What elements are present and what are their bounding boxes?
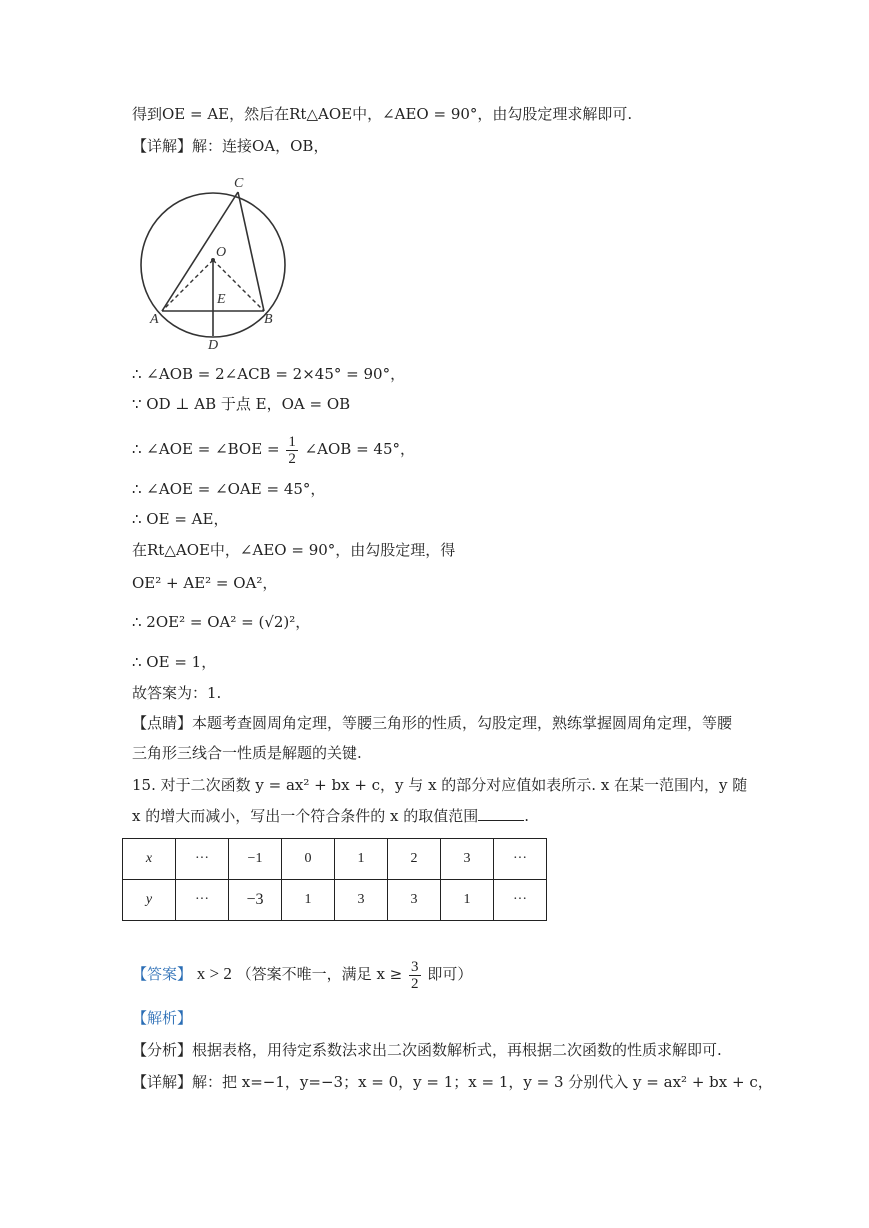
answer-blank [478,806,524,821]
table-cell: x [123,839,176,880]
table-cell: 1 [335,839,388,880]
segment-oa-dashed [162,260,213,311]
point-o [211,258,215,262]
label-a: A [150,312,159,327]
table-cell: ··· [176,839,229,880]
circle-geometry-figure [136,172,296,352]
analysis-text: 【分析】根据表格，用待定系数法求出二次函数解析式，再根据二次函数的性质求解即可. [132,1041,722,1059]
text-line-5 [132,432,415,467]
fraction-denominator: 2 [288,450,296,467]
label-d: D [208,338,219,352]
answer-line [132,956,472,992]
analysis-heading: 【解析】 [132,1009,193,1027]
text-line-8: 在Rt△AOE中，∠AEO = 90°，由勾股定理，得 [132,541,456,559]
question-15-line-2-text: x 的增大而减小，写出一个符合条件的 x 的取值范围 [132,807,479,825]
table-cell: 3 [388,880,441,921]
table-cell: ··· [494,839,547,880]
fraction-numerator: 1 [288,433,296,450]
answer-tag: 【答案】 [132,965,193,983]
text-line-7: ∴ OE = AE， [132,510,229,528]
table-cell: −1 [229,839,282,880]
fraction-one-half [286,434,298,467]
table-cell: ··· [494,880,547,921]
detail-text: 【详解】解：把 x=−1，y=−3；x = 0，y = 1；x = 1，y = 3 分别代入 y = ax² + bx + c， [132,1073,773,1091]
text-line-6: ∴ ∠AOE = ∠OAE = 45°， [132,480,326,498]
text-line-13: 【点睛】本题考查圆周角定理，等腰三角形的性质，勾股定理，熟练掌握圆周角定理，等腰 [132,714,733,732]
answer-note-b: 即可） [427,965,473,983]
table-row [123,839,547,880]
fraction-three-halves [409,959,421,992]
table-cell: ··· [176,880,229,921]
table-cell: 1 [282,880,335,921]
text-line-5b: ∠AOB = 45°， [304,440,416,458]
label-o: O [216,245,227,260]
table-cell: −3 [229,880,282,921]
answer-main: x > 2 [196,964,232,983]
table-row [123,880,547,921]
label-b: B [264,312,273,327]
text-line-3: ∴ ∠AOB = 2∠ACB = 2×45° = 90°， [132,365,406,383]
table-cell: 3 [441,839,494,880]
fraction-denominator: 2 [411,975,419,992]
text-line-12: 故答案为：1. [132,684,222,702]
table-cell: 2 [388,839,441,880]
text-line-5a: ∴ ∠AOE = ∠BOE = [132,440,280,458]
label-c: C [234,176,244,191]
text-line-1: 得到OE = AE，然后在Rt△AOE中，∠AEO = 90°，由勾股定理求解即可. [132,105,633,123]
table-cell: y [123,880,176,921]
value-table [122,838,547,921]
table-cell: 1 [441,880,494,921]
text-line-2: 【详解】解：连接OA，OB， [132,137,329,155]
answer-note-a: （答案不唯一，满足 x ≥ [236,965,403,983]
text-line-4: ∵ OD ⊥ AB 于点 E，OA = OB [132,395,351,413]
fraction-numerator: 3 [411,958,419,975]
text-line-9: OE² + AE² = OA²， [132,574,278,592]
text-line-14: 三角形三线合一性质是解题的关键. [132,744,362,762]
question-15-line-1: 15. 对于二次函数 y = ax² + bx + c，y 与 x 的部分对应值如表所示. x 在某一范围内，y 随 [132,776,748,794]
table-cell: 0 [282,839,335,880]
segment-ac [162,192,238,311]
label-e: E [217,292,226,307]
table-cell: 3 [335,880,388,921]
question-15-line-2: x 的增大而减小，写出一个符合条件的 x 的取值范围 . [132,807,530,825]
text-line-10: ∴ 2OE² = OA² = (√2)²， [132,613,311,631]
text-line-11: ∴ OE = 1， [132,653,217,671]
